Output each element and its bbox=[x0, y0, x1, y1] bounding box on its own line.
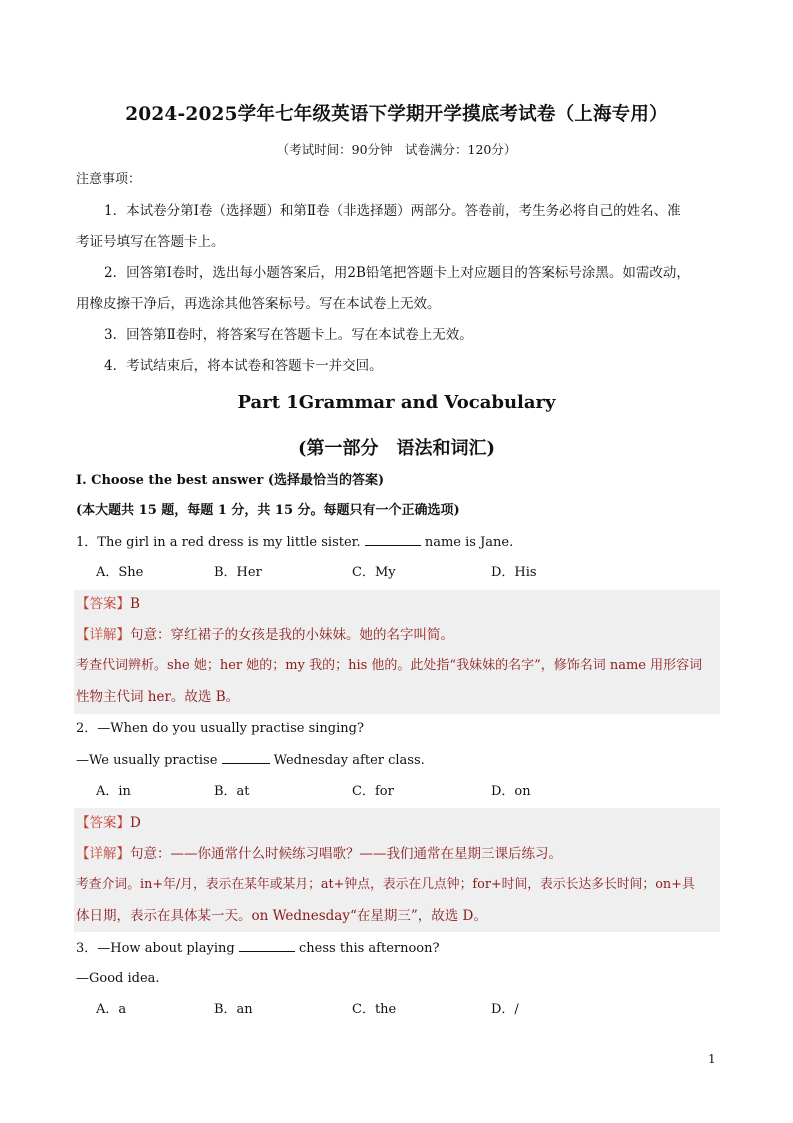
question-2-option-a: A．in bbox=[96, 784, 131, 799]
question-2-detail-2: 考查介词。in+年/月，表示在某年或某月；at+钟点，表示在几点钟；for+时间，表示长达多长时间；on+具 bbox=[76, 877, 695, 892]
page-number: 1 bbox=[708, 1052, 716, 1066]
question-1-option-c: C．My bbox=[352, 565, 396, 580]
question-3-option-d: D．/ bbox=[491, 1002, 519, 1017]
question-2-option-c: C．for bbox=[352, 784, 394, 799]
notice-item-4: 4．考试结束后，将本试卷和答题卡一并交回。 bbox=[104, 358, 383, 374]
answer-blank bbox=[239, 938, 295, 952]
notice-label: 注意事项： bbox=[76, 172, 142, 187]
question-3-option-a: A．a bbox=[96, 1002, 127, 1017]
notice-item-3: 3．回答第Ⅱ卷时，将答案写在答题卡上。写在本试卷上无效。 bbox=[104, 327, 473, 343]
question-1-option-d: D．His bbox=[491, 565, 537, 580]
question-3-line-2: —Good idea. bbox=[76, 971, 160, 986]
question-1-option-a: A．She bbox=[96, 565, 144, 580]
part-title: Part 1Grammar and Vocabulary bbox=[237, 392, 556, 413]
question-2-option-d: D．on bbox=[491, 784, 531, 799]
notice-item-2-cont: 用橡皮擦干净后，再选涂其他答案标号。写在本试卷上无效。 bbox=[76, 296, 441, 312]
section-note: (本大题共 15 题，每题 1 分，共 15 分。每题只有一个正确选项) bbox=[76, 503, 460, 518]
question-3-option-b: B．an bbox=[214, 1002, 253, 1017]
question-1-detail: 【详解】句意：穿红裙子的女孩是我的小妹妹。她的名字叫简。 bbox=[76, 627, 454, 643]
question-3-stem: 3．—How about playing chess this afternoon? bbox=[76, 938, 439, 959]
question-2-detail-3: 体日期，表示在具体某一天。on Wednesday“在星期三”，故选 D。 bbox=[76, 908, 487, 924]
answer-blank bbox=[222, 750, 270, 764]
notice-item-1: 1．本试卷分第Ⅰ卷（选择题）和第Ⅱ卷（非选择题）两部分。答卷前，考生务必将自己的姓名、准 bbox=[104, 203, 681, 219]
question-2-detail: 【详解】句意：——你通常什么时候练习唱歌？——我们通常在星期三课后练习。 bbox=[76, 846, 562, 862]
page-title: 2024-2025学年七年级英语下学期开学摸底考试卷（上海专用） bbox=[125, 104, 668, 125]
question-2-line-2: —We usually practise Wednesday after class. bbox=[76, 750, 425, 771]
question-1-detail-2: 考查代词辨析。she 她；her 她的；my 我的；his 他的。此处指“我妹妹的名字”，修饰名词 name 用形容词 bbox=[76, 658, 703, 673]
exam-info: （考试时间：90分钟 试卷满分：120分） bbox=[276, 142, 517, 157]
question-1-detail-3: 性物主代词 her。故选 B。 bbox=[76, 689, 240, 705]
question-2-answer: 【答案】D bbox=[76, 815, 141, 831]
part-subtitle: (第一部分 语法和词汇) bbox=[297, 438, 496, 459]
answer-blank bbox=[365, 532, 421, 546]
section-title: I. Choose the best answer (选择最恰当的答案) bbox=[76, 473, 385, 488]
question-1-stem: 1．The girl in a red dress is my little sister. name is Jane. bbox=[76, 532, 513, 553]
question-1-option-b: B．Her bbox=[214, 565, 262, 580]
question-2-option-b: B．at bbox=[214, 784, 250, 799]
notice-item-1-cont: 考证号填写在答题卡上。 bbox=[76, 234, 225, 250]
notice-item-2: 2．回答第Ⅰ卷时，选出每小题答案后，用2B铅笔把答题卡上对应题目的答案标号涂黑。如需改动， bbox=[104, 265, 690, 281]
question-3-option-c: C．the bbox=[352, 1002, 397, 1017]
question-2-stem: 2．—When do you usually practise singing? bbox=[76, 721, 364, 736]
question-1-answer: 【答案】B bbox=[76, 596, 140, 612]
